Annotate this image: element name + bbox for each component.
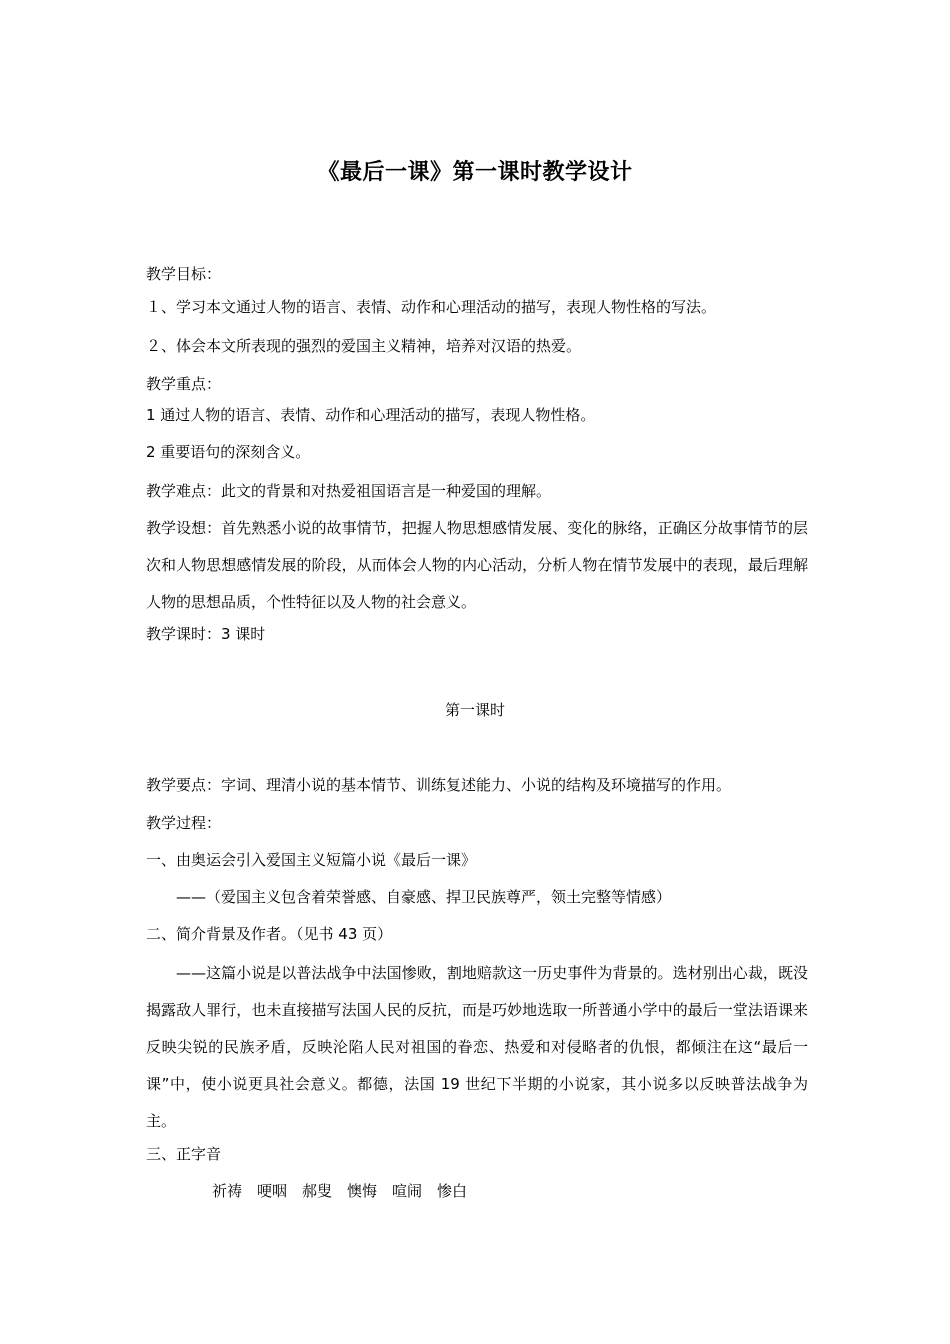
key-point-item-2: 2 重要语句的深刻含义。: [146, 443, 311, 461]
step-three: 三、正字音: [146, 1145, 222, 1163]
hours-text: 教学课时：3 课时: [146, 625, 266, 643]
step-one: 一、由奥运会引入爱国主义短篇小说《最后一课》: [146, 851, 477, 869]
goals-heading: 教学目标：: [146, 265, 222, 283]
process-heading: 教学过程：: [146, 814, 222, 832]
design-paragraph: 教学设想：首先熟悉小说的故事情节，把握人物思想感情发展、变化的脉络，正确区分故事情节的层次和人物思想感情发展的阶段，从而体会人物的内心活动，分析人物在情节发展中的表现，最后理解人物的思想品质，个性特征以及人物的社会意义。: [146, 519, 808, 611]
section-title: 第一课时: [444, 701, 505, 719]
pronunciation-words: 祈祷 哽咽 郝叟 懊悔 喧闹 惨白: [212, 1182, 468, 1200]
step-one-note: ——（爱国主义包含着荣誉感、自豪感、捍卫民族尊严，领土完整等情感）: [176, 888, 672, 906]
key-point-item-1: 1 通过人物的语言、表情、动作和心理活动的描写，表现人物性格。: [146, 406, 596, 424]
difficulty-text: 教学难点：此文的背景和对热爱祖国语言是一种爱国的理解。: [146, 482, 552, 500]
document-title: 《最后一课》第一课时教学设计: [317, 160, 633, 185]
goal-item-2: ２、体会本文所表现的强烈的爱国主义精神，培养对汉语的热爱。: [146, 337, 582, 355]
lesson-points-text: 教学要点：字词、理清小说的基本情节、训练复述能力、小说的结构及环境描写的作用。: [146, 776, 732, 794]
step-two: 二、简介背景及作者。（见书 43 页）: [146, 925, 393, 943]
key-points-heading: 教学重点：: [146, 375, 222, 393]
goal-item-1: １、学习本文通过人物的语言、表情、动作和心理活动的描写，表现人物性格的写法。: [146, 298, 717, 316]
step-two-body: ——这篇小说是以普法战争中法国惨败，割地赔款这一历史事件为背景的。选材别出心裁，既没揭露敌人罪行，也未直接描写法国人民的反抗，而是巧妙地选取一所普通小学中的最后一堂法语课来反映尖锐的民族矛盾，反映沦陷人民对祖国的眷恋、热爱和对侵略者的仇恨，都倾注在这“最后一课”中，使小说更具社会意义。都德，法国 19 世纪下半期的小说家，其小说多以反映普法战争为主。: [146, 964, 808, 1130]
